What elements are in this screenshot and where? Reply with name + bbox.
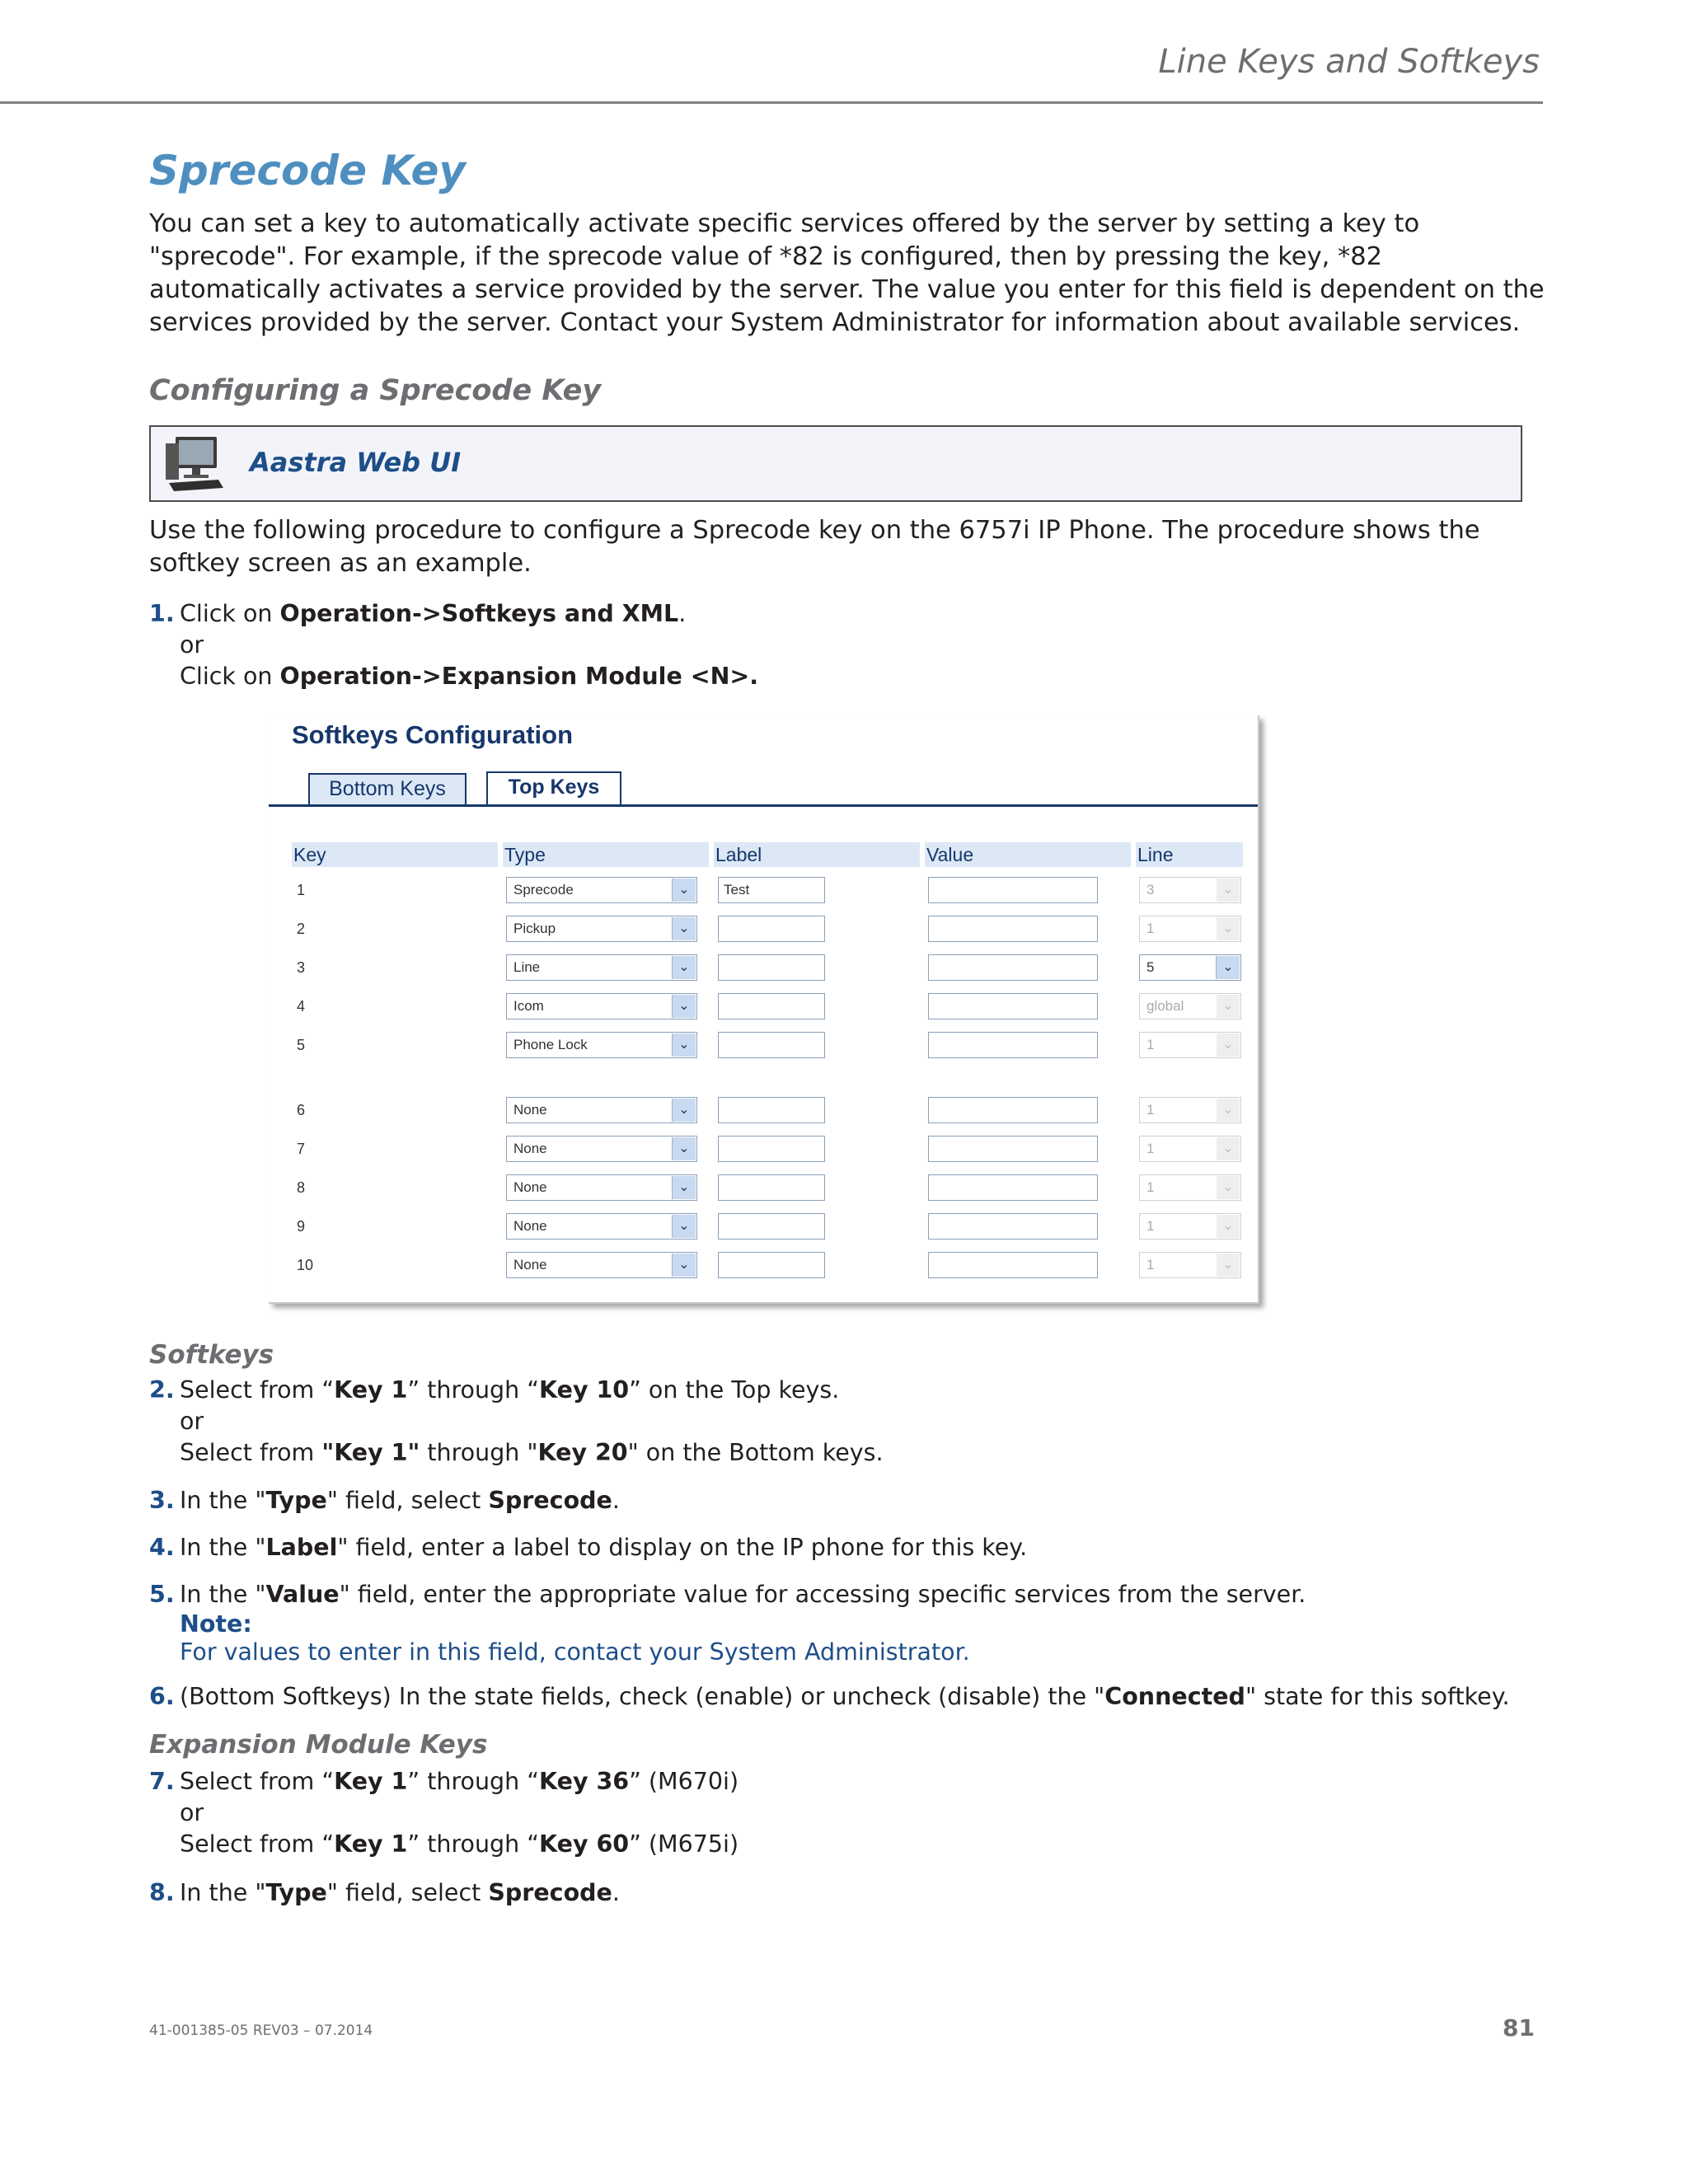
softkeys-config-screenshot [269,715,1259,1304]
chevron-down-icon: ⌄ [1217,879,1240,902]
doc-id: 41-001385-05 REV03 – 07.2014 [149,2022,373,2039]
chevron-down-icon: ⌄ [1217,1215,1240,1238]
key-number: 5 [297,1037,306,1053]
chevron-down-icon: ⌄ [1217,917,1240,940]
line-select [1139,1136,1241,1162]
value-input[interactable] [928,954,1098,981]
chevron-down-icon[interactable]: ⌄ [672,956,696,979]
procedure-intro: Use the following procedure to configure a Sprecode key on the 6757i IP Phone. The procedure shows the softkey screen as an example. [149,516,1480,578]
label-input[interactable] [718,954,825,981]
line-select-value: 1 [1146,1102,1155,1118]
tab-top-keys[interactable]: Top Keys [486,771,621,806]
chevron-down-icon[interactable]: ⌄ [672,917,696,940]
value-input[interactable] [928,1213,1098,1240]
type-select[interactable] [506,877,697,903]
label-input[interactable] [718,1097,825,1123]
step-number: 1. [149,600,175,627]
step-6: 6. (Bottom Softkeys) In the state fields, check (enable) or uncheck (disable) the "Connected" state for this softkey. [149,1683,1510,1710]
type-select-value: None [513,1102,547,1118]
key-number: 2 [297,921,306,937]
type-select[interactable] [506,1136,697,1162]
line-select [1139,916,1241,942]
chevron-down-icon[interactable]: ⌄ [1216,956,1240,979]
section-title: Sprecode Key [149,147,466,194]
chevron-down-icon[interactable]: ⌄ [672,1137,696,1160]
line-select [1139,877,1241,903]
subsection-title: Configuring a Sprecode Key [149,374,602,407]
col-header-value: Value [925,842,1131,867]
chevron-down-icon: ⌄ [1217,1176,1240,1199]
line-select-value: 3 [1146,882,1155,898]
line-select [1139,1097,1241,1123]
label-input[interactable] [718,1252,825,1278]
label-input[interactable] [718,1032,825,1058]
line-select[interactable] [1139,954,1241,981]
label-input[interactable] [718,1136,825,1162]
type-select-value: None [513,1257,547,1272]
label-input[interactable] [718,993,825,1019]
chevron-down-icon: ⌄ [1217,995,1240,1018]
softkeys-heading: Softkeys [149,1340,274,1370]
type-select[interactable] [506,1213,697,1240]
step-3: 3. In the "Type" field, select Sprecode. [149,1487,620,1514]
running-header: Line Keys and Softkeys [1158,43,1540,81]
webui-callout [149,425,1522,502]
label-input[interactable] [718,1174,825,1201]
line-select [1139,1213,1241,1240]
type-select[interactable] [506,1252,697,1278]
value-input[interactable] [928,916,1098,942]
line-select-value: 1 [1146,1141,1155,1156]
chevron-down-icon[interactable]: ⌄ [672,879,696,902]
chevron-down-icon[interactable]: ⌄ [672,1099,696,1122]
chevron-down-icon[interactable]: ⌄ [672,1033,696,1057]
label-input[interactable]: Test [718,877,825,903]
expansion-heading: Expansion Module Keys [149,1730,488,1760]
line-select-value: 5 [1146,959,1155,975]
type-select[interactable] [506,1097,697,1123]
step-7: 7. Select from “Key 1” through “Key 36” (M670i) or Select from “Key 1” through “Key 60” (M675i) [149,1768,739,1858]
computer-icon [161,434,227,494]
tab-underline [269,804,1258,807]
col-header-key: Key [292,842,498,867]
page-number: 81 [1503,2014,1535,2041]
type-select-value: None [513,1179,547,1195]
type-select[interactable] [506,1032,697,1058]
value-input[interactable] [928,1032,1098,1058]
key-number: 10 [297,1257,314,1273]
or-text: or [180,631,204,658]
intro-paragraph: You can set a key to automatically activate specific services offered by the server by setting a key to "sprecode". For example, if the sprecode value of *82 is configured, then by pressing the key, *82 automatically activates a service provided by the server. The value you enter for this field is dependent on the services provided by the server. Contact your System Administrator for information about available services. [149,209,1545,337]
chevron-down-icon: ⌄ [1217,1137,1240,1160]
col-header-label: Label [714,842,920,867]
webui-label: Aastra Web UI [250,447,462,478]
line-select-value: 1 [1146,1257,1155,1272]
value-input[interactable] [928,1252,1098,1278]
line-select [1139,1174,1241,1201]
type-select-value: Sprecode [513,882,574,898]
line-select [1139,993,1241,1019]
value-input[interactable] [928,877,1098,903]
note-text: For values to enter in this field, contact your System Administrator. [180,1638,970,1666]
line-select-value: global [1146,998,1184,1014]
label-input[interactable] [718,1213,825,1240]
line-select-value: 1 [1146,921,1155,936]
value-input[interactable] [928,1174,1098,1201]
step-2: 2. Select from “Key 1” through “Key 10” on the Top keys. or Select from "Key 1" through "Key 20" on the Bottom keys. [149,1376,884,1466]
key-number: 9 [297,1218,306,1235]
line-select-value: 1 [1146,1037,1155,1052]
value-input[interactable] [928,993,1098,1019]
line-select-value: 1 [1146,1179,1155,1195]
chevron-down-icon: ⌄ [1217,1254,1240,1277]
type-select-value: None [513,1218,547,1234]
step-5: 5. In the "Value" field, enter the appropriate value for accessing specific services from the server. Note: For values to enter in this field, contact your System Administrator. [149,1581,1306,1666]
chevron-down-icon[interactable]: ⌄ [672,995,696,1018]
key-number: 8 [297,1179,306,1196]
chevron-down-icon[interactable]: ⌄ [672,1176,696,1199]
line-select [1139,1032,1241,1058]
value-input[interactable] [928,1136,1098,1162]
key-number: 7 [297,1141,306,1157]
type-select-value: None [513,1141,547,1156]
value-input[interactable] [928,1097,1098,1123]
step-1: 1. Click on Operation->Softkeys and XML. or Click on Operation->Expansion Module <N>. [149,600,759,690]
type-select-value: Pickup [513,921,556,936]
chevron-down-icon[interactable]: ⌄ [672,1254,696,1277]
chevron-down-icon: ⌄ [1217,1099,1240,1122]
type-select-value: Phone Lock [513,1037,588,1052]
line-select-value: 1 [1146,1218,1155,1234]
type-select[interactable] [506,993,697,1019]
key-number: 6 [297,1102,306,1118]
type-select[interactable] [506,954,697,981]
key-number: 3 [297,959,306,976]
col-header-line: Line [1136,842,1243,867]
type-select-value: Line [513,959,541,975]
tab-bottom-keys[interactable]: Bottom Keys [308,773,467,804]
key-number: 4 [297,998,306,1015]
header-rule [0,101,1543,104]
step-8: 8. In the "Type" field, select Sprecode. [149,1879,620,1906]
type-select[interactable] [506,916,697,942]
screenshot-title: Softkeys Configuration [292,720,574,749]
step-4: 4. In the "Label" field, enter a label to display on the IP phone for this key. [149,1534,1028,1561]
label-input[interactable] [718,916,825,942]
type-select-value: Icom [513,998,544,1014]
col-header-type: Type [503,842,709,867]
type-select[interactable] [506,1174,697,1201]
line-select [1139,1252,1241,1278]
key-number: 1 [297,882,306,898]
chevron-down-icon[interactable]: ⌄ [672,1215,696,1238]
note-heading: Note: [180,1610,252,1638]
chevron-down-icon: ⌄ [1217,1033,1240,1057]
